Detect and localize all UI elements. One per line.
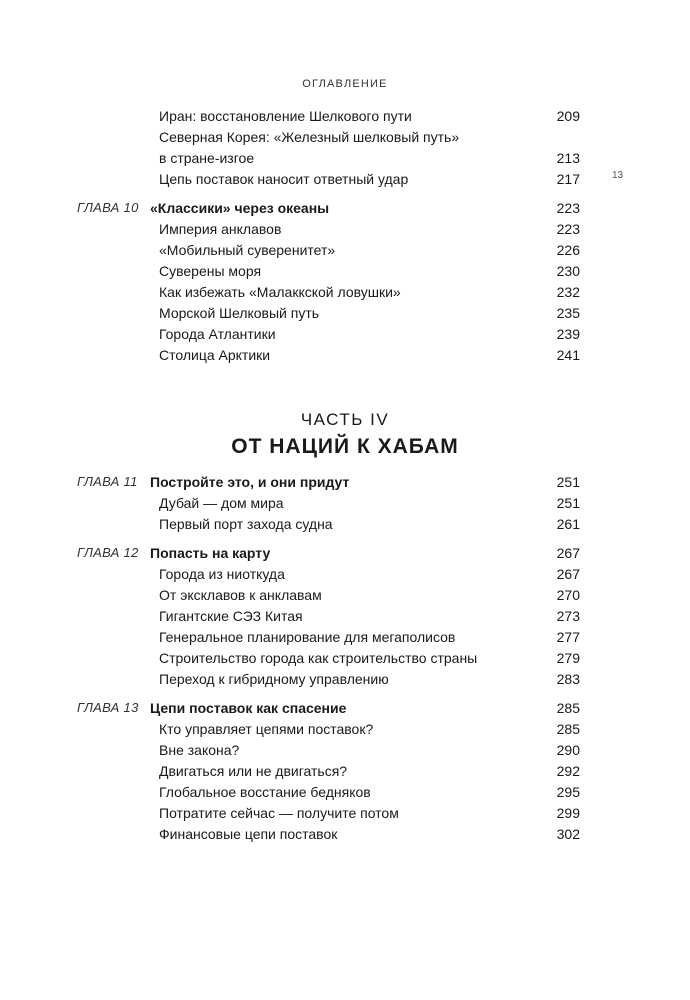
section-page: 241	[556, 347, 580, 363]
section-title: Финансовые цепи поставок	[159, 826, 338, 842]
chapter-title: «Классики» через океаны	[150, 200, 330, 216]
chapter-page: 267	[556, 545, 580, 561]
chapter-page: 223	[556, 200, 580, 216]
section-title: Северная Корея: «Железный шелковый путь»	[159, 129, 460, 145]
section-title: Города Атлантики	[159, 326, 276, 342]
toc-chapter-10[interactable]	[0, 198, 690, 218]
section-title: Вне закона?	[159, 742, 240, 758]
chapter-label: ГЛАВА 13	[77, 700, 139, 715]
section-page: 285	[556, 721, 580, 737]
toc-section[interactable]	[0, 761, 690, 781]
part-number: ЧАСТЬ IV	[300, 410, 390, 429]
section-page: 270	[556, 587, 580, 603]
toc-section[interactable]	[0, 585, 690, 605]
toc-section[interactable]	[0, 106, 690, 126]
section-page: 239	[556, 326, 580, 342]
section-page: 299	[556, 805, 580, 821]
chapter-title: Попасть на карту	[150, 545, 271, 561]
toc-section[interactable]	[0, 719, 690, 739]
section-title: Переход к гибридному управлению	[159, 671, 389, 687]
section-title: Глобальное восстание бедняков	[159, 784, 371, 800]
toc-section[interactable]	[0, 740, 690, 760]
section-title: Гигантские СЭЗ Китая	[159, 608, 303, 624]
toc-section[interactable]	[0, 169, 690, 189]
chapter-page: 285	[556, 700, 580, 716]
section-page: 295	[556, 784, 580, 800]
section-title: Столица Арктики	[159, 347, 271, 363]
section-page: 279	[556, 650, 580, 666]
toc-section[interactable]	[0, 127, 690, 147]
toc-section[interactable]	[0, 606, 690, 626]
section-title: Морской Шелковый путь	[159, 305, 320, 321]
section-page: 292	[556, 763, 580, 779]
toc-chapter-12[interactable]	[0, 543, 690, 563]
chapter-label: ГЛАВА 11	[77, 474, 138, 489]
toc-section[interactable]	[0, 648, 690, 668]
toc-section[interactable]	[0, 803, 690, 823]
section-title: Генеральное планирование для мегаполисов	[159, 629, 456, 645]
toc-section[interactable]	[0, 514, 690, 534]
page-number: 13	[612, 170, 624, 181]
section-title: От эксклавов к анклавам	[159, 587, 322, 603]
chapter-title: Постройте это, и они придут	[150, 474, 350, 490]
running-head: ОГЛАВЛЕНИЕ	[302, 78, 388, 90]
section-page: 273	[556, 608, 580, 624]
part-title: ОТ НАЦИЙ К ХАБАМ	[231, 435, 459, 458]
section-title: Кто управляет цепями поставок?	[159, 721, 374, 737]
section-page: 261	[556, 516, 580, 532]
section-title: Иран: восстановление Шелкового пути	[159, 108, 412, 124]
chapter-page: 251	[556, 474, 580, 490]
section-page: 232	[556, 284, 580, 300]
toc-section[interactable]	[0, 219, 690, 239]
section-page: 290	[556, 742, 580, 758]
toc-section[interactable]	[0, 282, 690, 302]
toc-section[interactable]	[0, 824, 690, 844]
toc-chapter-13[interactable]	[0, 698, 690, 718]
section-page: 217	[556, 171, 580, 187]
section-page: 302	[556, 826, 580, 842]
toc-section[interactable]	[0, 564, 690, 584]
toc-section[interactable]	[0, 345, 690, 365]
chapter-label: ГЛАВА 12	[77, 545, 139, 560]
section-page: 209	[556, 108, 580, 124]
section-page: 283	[556, 671, 580, 687]
toc-section[interactable]	[0, 324, 690, 344]
section-title: в стране-изгое	[159, 150, 255, 166]
chapter-label: ГЛАВА 10	[77, 200, 139, 215]
toc-section[interactable]	[0, 240, 690, 260]
section-title: Цепь поставок наносит ответный удар	[159, 171, 409, 187]
section-title: Дубай — дом мира	[159, 495, 284, 511]
section-title: Суверены моря	[159, 263, 262, 279]
toc-chapter-11[interactable]	[0, 472, 690, 492]
section-page: 223	[556, 221, 580, 237]
section-title: Первый порт захода судна	[159, 516, 333, 532]
section-title: Империя анклавов	[159, 221, 282, 237]
section-title: «Мобильный суверенитет»	[159, 242, 336, 258]
section-title: Строительство города как строительство страны	[159, 650, 478, 666]
section-page: 267	[556, 566, 580, 582]
section-page: 251	[556, 495, 580, 511]
section-page: 213	[556, 150, 580, 166]
toc-section[interactable]	[0, 303, 690, 323]
toc-section[interactable]	[0, 261, 690, 281]
section-page: 235	[556, 305, 580, 321]
toc-section[interactable]	[0, 627, 690, 647]
toc-section[interactable]	[0, 669, 690, 689]
section-title: Потратите сейчас — получите потом	[159, 805, 399, 821]
section-page: 226	[556, 242, 580, 258]
section-title: Города из ниоткуда	[159, 566, 285, 582]
toc-section[interactable]	[0, 782, 690, 802]
section-page: 230	[556, 263, 580, 279]
chapter-title: Цепи поставок как спасение	[150, 700, 347, 716]
section-title: Двигаться или не двигаться?	[159, 763, 348, 779]
section-title: Как избежать «Малаккской ловушки»	[159, 284, 401, 300]
toc-section[interactable]	[0, 493, 690, 513]
toc-section[interactable]	[0, 148, 690, 168]
section-page: 277	[556, 629, 580, 645]
